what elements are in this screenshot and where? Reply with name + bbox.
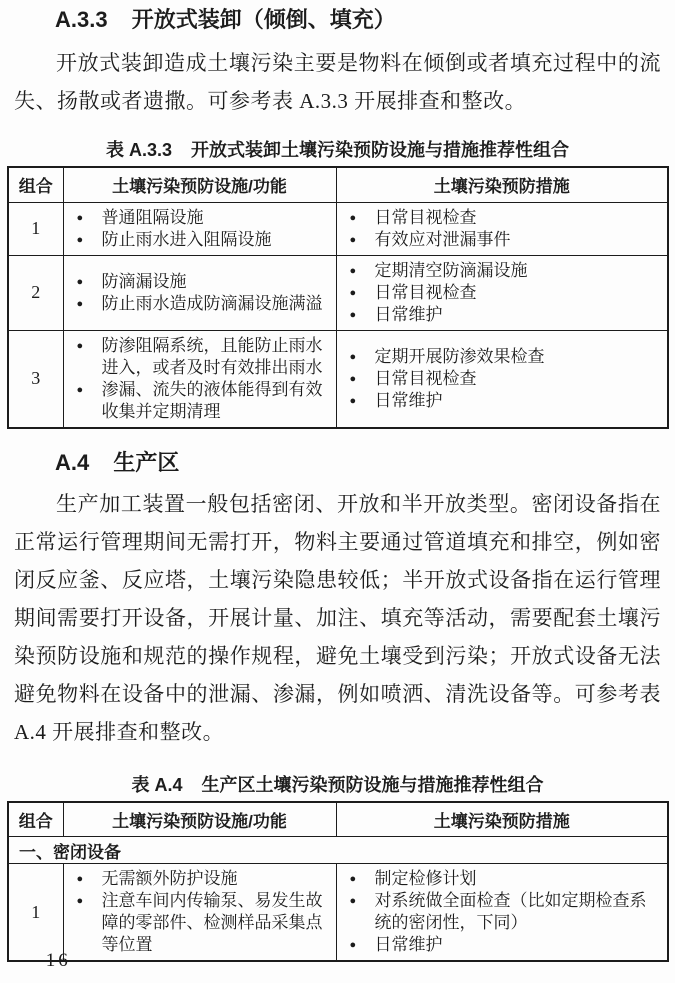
facilities-cell [63,864,336,962]
section-title: 开放式装卸（倾倒、填充） [131,7,396,32]
facility-item [64,271,332,293]
measure-item [337,282,664,304]
bullet-icon: ● [76,895,84,907]
facilities-cell [63,202,336,255]
bullet-text: 日常维护 [374,935,443,954]
table-header-row [8,167,668,202]
table-row [8,255,668,330]
column-header: 组合 [8,167,63,202]
facility-item [64,229,332,251]
facilities-cell [63,255,336,330]
bullet-icon: ● [349,939,357,951]
column-header: 土壤污染预防设施/功能 [63,167,336,202]
bullet-icon: ● [76,211,84,224]
bullet-text: 防滴漏设施 [101,271,187,291]
table-caption-text: 生产区土壤污染预防设施与措施推荐性组合 [201,774,544,795]
facility-item [64,207,332,229]
combo-number: 1 [8,202,63,255]
section-heading-a4 [0,449,675,477]
table-caption-text: 开放式装卸土壤污染预防设施与措施推荐性组合 [191,140,570,160]
bullet-icon: ● [349,372,357,385]
bullet-text: 渗漏、流失的液体能得到有效收集并定期清理 [101,379,323,421]
bullet-text: 日常目视检查 [374,282,477,302]
paragraph-a33: 开放式装卸造成土壤污染主要是物料在倾倒或者填充过程中的流失、扬散或者遗撒。可参考表 A.3.3 开展排查和整改。 [14,51,661,113]
table-section-row [8,837,668,864]
bullet-text: 日常维护 [374,390,443,410]
facilities-cell [63,330,336,428]
bullet-icon: ● [349,873,357,885]
measure-item [337,260,664,282]
column-header: 土壤污染预防措施 [336,167,668,202]
measures-cell [336,864,668,962]
measure-item [337,304,664,326]
facility-item [64,335,332,379]
table-row [8,330,668,428]
table-caption-a4 [0,774,675,796]
column-header: 组合 [8,802,63,837]
bullet-icon: ● [76,297,84,310]
table-row [8,864,668,962]
measure-item [337,390,664,412]
section-title: 生产区 [113,449,180,475]
bullet-text: 日常目视检查 [374,207,477,227]
section-number: A.4 [55,449,90,475]
table-row [8,202,668,255]
bullet-text: 防止雨水进入阻隔设施 [101,229,272,249]
bullet-icon: ● [349,895,357,907]
bullet-text: 对系统做全面检查（比如定期检查系统的密闭性，下同） [374,891,647,932]
measures-cell [336,330,668,428]
bullet-text: 有效应对泄漏事件 [374,229,511,249]
bullet-icon: ● [349,233,357,246]
bullet-icon: ● [76,339,84,352]
measures-cell [336,255,668,330]
measure-item [337,229,664,251]
measure-item [337,890,664,934]
bullet-text: 日常目视检查 [374,368,477,388]
measure-item [337,207,664,229]
measure-item [337,346,664,368]
combo-number: 2 [8,255,63,330]
paragraph-a4: 生产加工装置一般包括密闭、开放和半开放类型。密闭设备指在正常运行管理期间无需打开，物料主要通过管道填充和排空，例如密闭反应釜、反应塔，土壤污染隐患较低；半开放式设备指在运行管理期间需要打开设备，开展计量、加注、填充等活动，需要配套土壤污染预防设施和规范的操作规程，避免土壤受到污染；开放式设备无法避免物料在设备中的泄漏、渗漏，例如喷洒、清洗设备等。可参考表 A.4 开展排查和整改。 [14,491,661,744]
bullet-text: 制定检修计划 [374,869,477,888]
bullet-icon: ● [76,275,84,288]
bullet-text: 定期开展防渗效果检查 [374,346,545,366]
bullet-text: 防止雨水造成防滴漏设施满溢 [101,293,323,313]
bullet-icon: ● [349,350,357,363]
bullet-icon: ● [349,394,357,407]
facility-item [64,293,332,315]
table-a4-body [8,837,668,962]
facility-item [64,890,332,956]
facility-item [64,379,332,423]
measures-cell [336,202,668,255]
table-a33 [7,166,669,429]
bullet-text: 无需额外防护设施 [101,869,238,888]
bullet-text: 注意车间内传输泵、易发生故障的零部件、检测样品采集点等位置 [101,891,323,954]
bullet-icon: ● [349,211,357,224]
section-label: 一、密闭设备 [8,837,668,864]
bullet-text: 定期清空防滴漏设施 [374,260,528,280]
bullet-icon: ● [349,286,357,299]
bullet-icon: ● [76,873,84,885]
combo-number: 1 [8,864,63,962]
facility-item [64,868,332,890]
table-a33-body [8,202,668,428]
table-caption-label: 表 A.4 [131,774,183,795]
table-header-row [8,802,668,837]
column-header: 土壤污染预防措施 [336,802,668,837]
table-caption-label: 表 A.3.3 [105,140,172,160]
bullet-text: 日常维护 [374,304,443,324]
bullet-icon: ● [349,308,357,321]
measure-item [337,368,664,390]
measure-item [337,868,664,890]
page-number: — 16 — [16,950,101,971]
bullet-icon: ● [349,264,357,277]
table-a4-header [8,802,668,837]
table-a4 [7,801,669,963]
measure-item [337,934,664,956]
table-caption-a33 [0,139,675,161]
section-number: A.3.3 [55,7,108,32]
bullet-text: 普通阻隔设施 [101,207,204,227]
bullet-icon: ● [76,233,84,246]
column-header: 土壤污染预防设施/功能 [63,802,336,837]
table-a33-header [8,167,668,202]
bullet-icon: ● [76,383,84,396]
bullet-text: 防渗阻隔系统，且能防止雨水进入，或者及时有效排出雨水 [101,335,323,377]
combo-number: 3 [8,330,63,428]
section-heading-a33 [0,6,675,34]
